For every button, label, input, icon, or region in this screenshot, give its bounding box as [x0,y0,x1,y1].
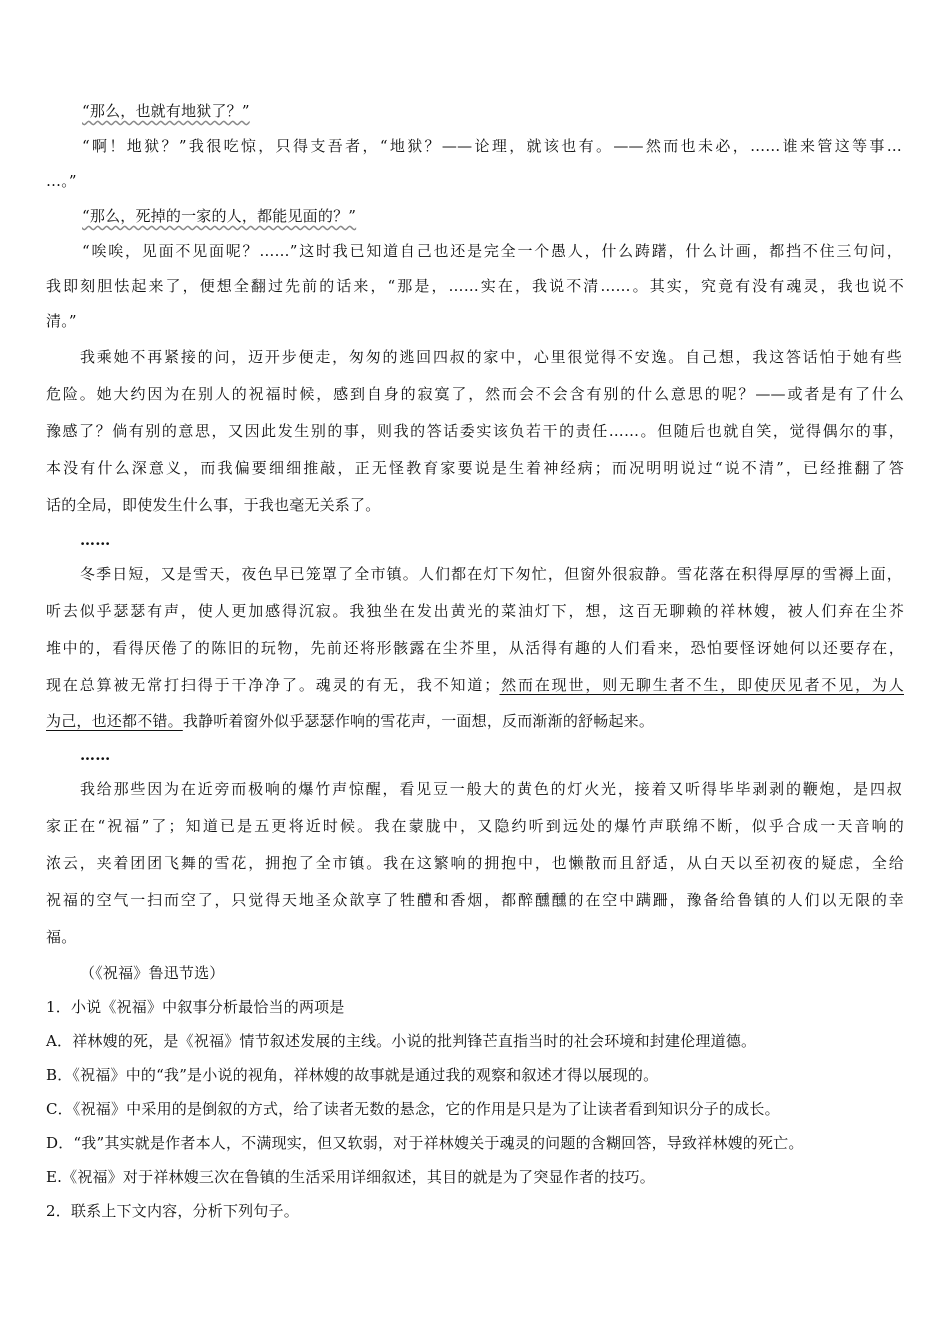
passage-line: 清。” [46,312,77,330]
wavy-underlined-quote: “那么，死掉的一家的人，都能见面的？” [82,207,357,225]
passage-line: 堆中的，看得厌倦了的陈旧的玩物，先前还将形骸露在尘芥里，从活得有趣的人们看来，恐怕要怪讶她何以还要存在， [46,639,904,657]
ellipsis-separator: …… [80,531,111,549]
ellipsis-separator: …… [80,746,111,764]
passage-text: 现在总算被无常打扫得于干净净了。魂灵的有无，我不知道； [46,676,500,694]
passage-line: 我即刻胆怯起来了，便想全翻过先前的话来，“那是，……实在，我说不清……。其实，究竟有没有魂灵，我也说不 [46,277,904,295]
passage-line [46,711,904,731]
passage-line [46,675,904,695]
option-e: E.《祝福》对于祥林嫂三次在鲁镇的生活采用详细叙述，其目的就是为了突显作者的技巧。 [46,1168,655,1186]
passage-line [82,101,250,121]
passage-line: 家正在“祝福”了；知道已是五更将近时候。我在蒙胧中，又隐约听到远处的爆竹声联绵不断，似乎合成一天音响的 [46,817,904,835]
passage-line: …。” [46,172,77,190]
passage-line [82,206,356,226]
passage-text: 我静听着窗外似乎瑟瑟作响的雪花声，一面想，反而渐渐的舒畅起来。 [182,712,655,730]
passage-line: 浓云，夹着团团飞舞的雪花，拥抱了全市镇。我在这繁响的拥抱中，也懒散而且舒适，从白天以至初夜的疑虑，全给 [46,854,904,872]
source-citation: （《祝福》鲁迅节选） [80,964,225,982]
question-2: 2．联系上下文内容，分析下列句子。 [46,1202,299,1220]
passage-line: 我乘她不再紧接的问，迈开步便走，匆匆的逃回四叔的家中，心里很觉得不安逸。自己想，我这答话怕于她有些 [80,348,902,366]
passage-line: 听去似乎瑟瑟有声，使人更加感得沉寂。我独坐在发出黄光的菜油灯下，想，这百无聊赖的祥林嫂，被人们弃在尘芥 [46,602,904,620]
passage-line: 祝福的空气一扫而空了，只觉得天地圣众歆享了牲醴和香烟，都醉醺醺的在空中蹒跚，豫备给鲁镇的人们以无限的幸 [46,891,904,909]
passage-line: “唉唉，见面不见面呢？……”这时我已知道自己也还是完全一个愚人，什么踌躇，什么计画，都挡不住三句问， [82,242,902,260]
wavy-underlined-quote: “那么，也就有地狱了？” [82,102,250,120]
passage-line: 冬季日短，又是雪天，夜色早已笼罩了全市镇。人们都在灯下匆忙，但窗外很寂静。雪花落在积得厚厚的雪褥上面， [80,565,902,583]
question-1: 1．小说《祝福》中叙事分析最恰当的两项是 [46,998,345,1016]
option-a: A．祥林嫂的死，是《祝福》情节叙述发展的主线。小说的批判锋芒直指当时的社会环境和封建伦理道德。 [46,1032,757,1050]
option-d: D．“我”其实就是作者本人，不满现实，但又软弱，对于祥林嫂关于魂灵的问题的含糊回答，导致祥林嫂的死亡。 [46,1134,804,1152]
passage-line: 本没有什么深意义，而我偏要细细推敲，正无怪教育家要说是生着神经病；而况明明说过“说不清”，已经推翻了答 [46,459,904,477]
underlined-sentence: 为己，也还都不错。 [46,712,183,730]
passage-line: 豫感了？倘有别的意思，又因此发生别的事，则我的答话委实该负若干的责任……。但随后也就自笑，觉得偶尔的事， [46,422,904,440]
passage-line: 我给那些因为在近旁而极响的爆竹声惊醒，看见豆一般大的黄色的灯火光，接着又听得毕毕剥剥的鞭炮，是四叔 [80,780,902,798]
passage-line: 危险。她大约因为在别人的祝福时候，感到自身的寂寞了，然而会不会含有别的什么意思的呢？——或者是有了什么 [46,385,904,403]
option-b: B．《祝福》中的“我”是小说的视角，祥林嫂的故事就是通过我的观察和叙述才得以展现的。 [46,1066,659,1084]
passage-line: “啊！地狱？”我很吃惊，只得支吾者，“地狱？——论理，就该也有。——然而也未必，……谁来管这等事… [82,137,902,155]
underlined-sentence: 然而在现世，则无聊生者不生，即使厌见者不见，为人 [499,676,904,694]
option-c: C．《祝福》中采用的是倒叙的方式，给了读者无数的悬念，它的作用是只是为了让读者看到知识分子的成长。 [46,1100,780,1118]
passage-line: 话的全局，即使发生什么事，于我也毫无关系了。 [46,496,381,514]
passage-line: 福。 [46,928,77,946]
